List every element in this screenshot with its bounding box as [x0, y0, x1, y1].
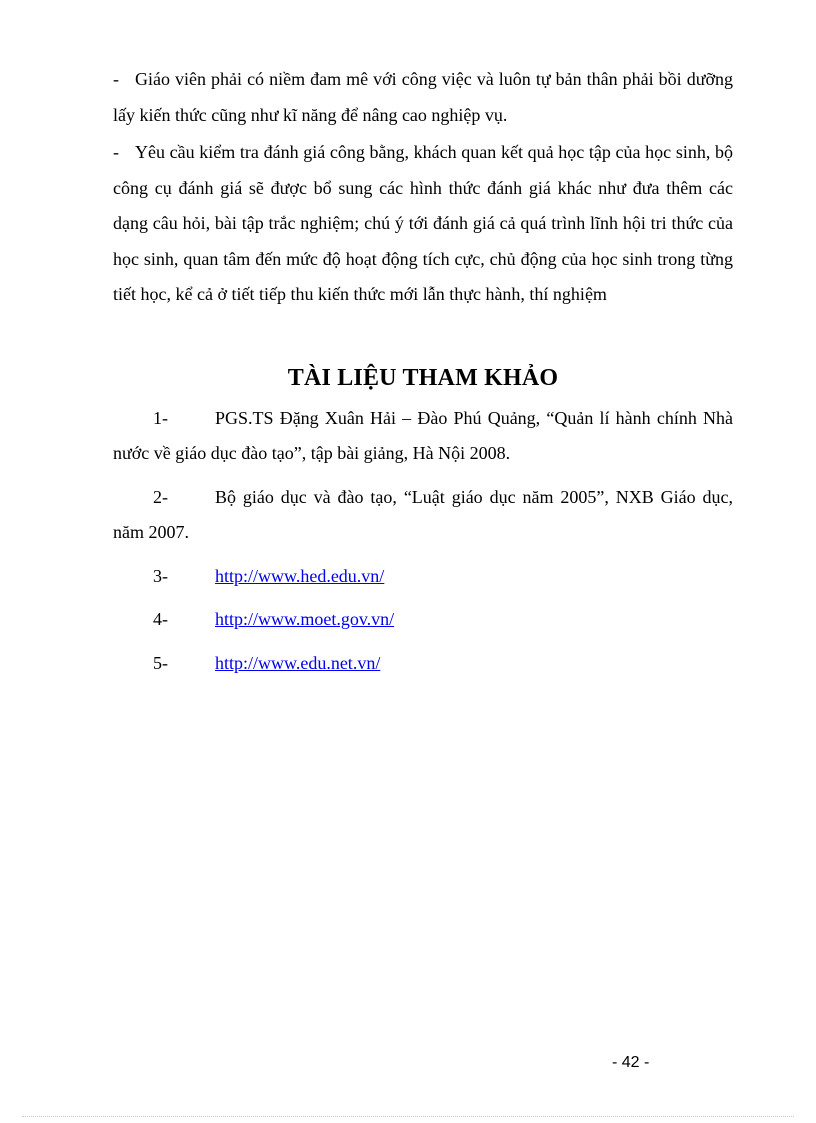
reference-number: 4- — [153, 609, 168, 629]
reference-number: 3- — [153, 565, 168, 586]
bullet-dash: - — [113, 142, 119, 162]
paragraph-text: Yêu cầu kiểm tra đánh giá công bằng, khách quan kết quả học tập của học sinh, bộ công cụ đánh giá sẽ được bổ sung các hình thức đánh giá khác như đưa thêm các dạng câu hỏi, bài tập trắc nghiệm; chú ý tới đánh giá cả quá trình lĩnh hội tri thức của học sinh, quan tâm đến mức độ hoạt động tích cực, chủ động của học sinh trong từng tiết học, kể cả ở tiết tiếp thu kiến thức mới lẫn thực hành, thí nghiệm — [113, 142, 733, 304]
reference-item-4 — [113, 602, 733, 638]
reference-text: Bộ giáo dục và đào tạo, “Luật giáo dục năm 2005”, NXB Giáo dục, năm 2007. — [113, 486, 733, 542]
reference-number: 5- — [153, 652, 168, 673]
reference-item-2 — [113, 480, 733, 551]
reference-item-5 — [113, 646, 733, 682]
reference-link-moet[interactable]: http://www.moet.gov.vn/ — [215, 609, 395, 629]
reference-link-edunet[interactable]: http://www.edu.net.vn/ — [215, 652, 381, 673]
reference-item-3 — [113, 559, 733, 595]
bullet-paragraph-2 — [113, 135, 733, 313]
references-heading: TÀI LIỆU THAM KHẢO — [287, 364, 559, 391]
paragraph-text: Giáo viên phải có niềm đam mê với công việc và luôn tự bản thân phải bồi dưỡng lấy kiến thức cũng như kĩ năng để nâng cao nghiệp vụ. — [113, 69, 733, 125]
reference-item-1 — [113, 401, 733, 472]
bullet-dash: - — [113, 69, 119, 89]
page-content — [113, 62, 733, 689]
reference-link-hed[interactable]: http://www.hed.edu.vn/ — [215, 565, 385, 586]
page-number: - 42 - — [612, 1054, 650, 1071]
reference-number: 2- — [153, 486, 168, 507]
bullet-paragraph-1 — [113, 62, 733, 133]
reference-number: 1- — [153, 407, 168, 428]
reference-text: PGS.TS Đặng Xuân Hải – Đào Phú Quảng, “Quản lí hành chính Nhà nước về giáo dục đào tạo”, tập bài giảng, Hà Nội 2008. — [113, 407, 733, 463]
page-bottom-divider — [22, 1116, 794, 1117]
